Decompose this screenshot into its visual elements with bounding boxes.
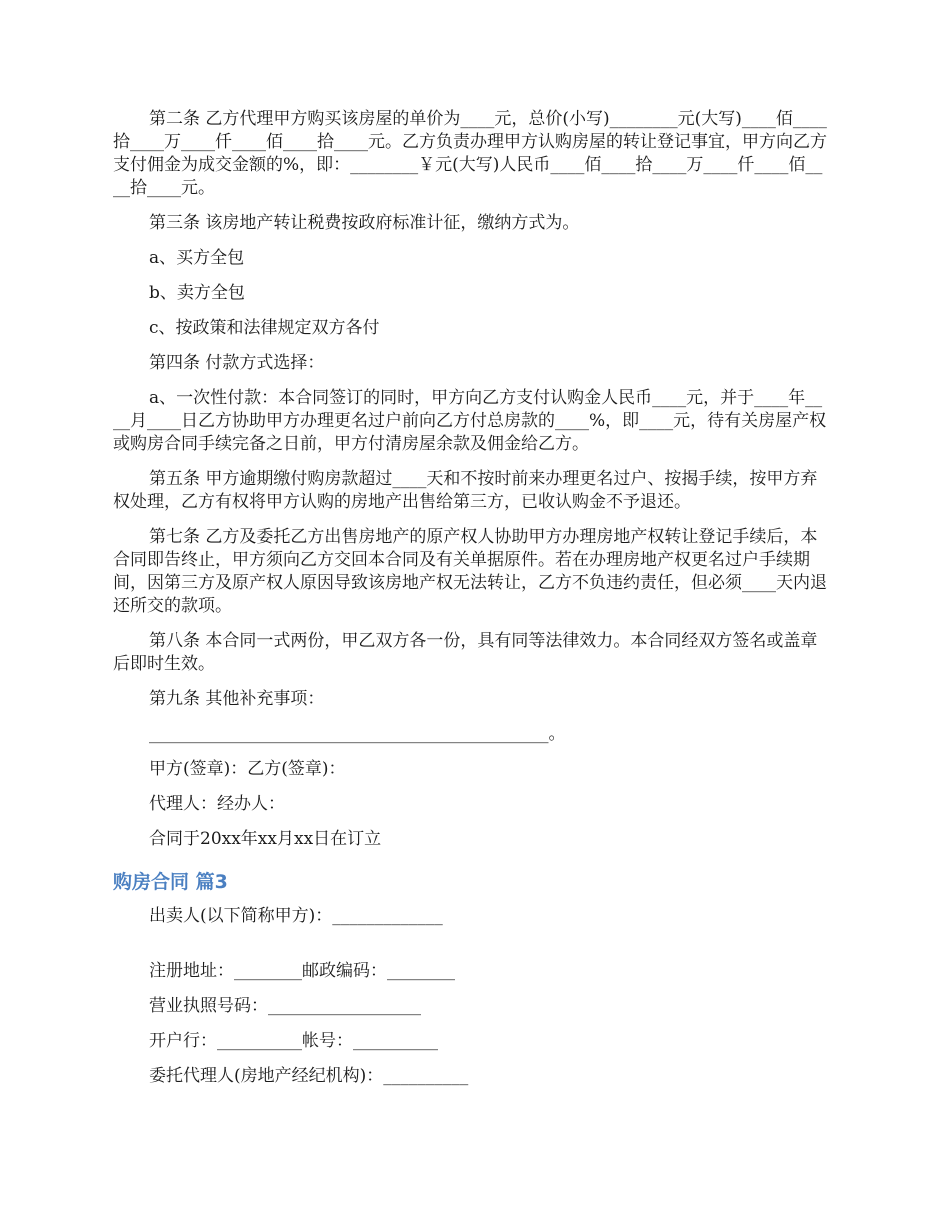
document-page bbox=[113, 108, 828, 1100]
license-line: 营业执照号码：__________________ bbox=[149, 996, 421, 1016]
article-5: 第五条 甲方逾期缴付购房款超过____天和不按时前来办理更名过户、按揭手续，按甲方弃权处理，乙方有权将甲方认购的房地产出售给第三方，已收认购金不予退还。 bbox=[113, 469, 818, 512]
seller-line: 出卖人(以下简称甲方)：_____________ bbox=[149, 906, 443, 926]
signing-date: 合同于20xx年xx月xx日在订立 bbox=[149, 829, 382, 849]
article-3: 第三条 该房地产转让税费按政府标准计征，缴纳方式为。 bbox=[149, 213, 580, 233]
spacer bbox=[113, 940, 828, 960]
address-line: 注册地址：________邮政编码：________ bbox=[149, 961, 455, 981]
signature-agents: 代理人：经办人： bbox=[149, 794, 285, 814]
article-8: 第八条 本合同一式两份，甲乙双方各一份，具有同等法律效力。本合同经双方签名或盖章后即时生效。 bbox=[113, 631, 818, 674]
bank-line: 开户行：__________帐号：__________ bbox=[149, 1031, 438, 1051]
option-b: b、卖方全包 bbox=[149, 283, 245, 303]
article-7: 第七条 乙方及委托乙方出售房地产的原产权人协助甲方办理房地产权转让登记手续后，本合同即告终止，甲方须向乙方交回本合同及有关单据原件。若在办理房地产权更名过户手续期间，因第三方及原产权人原因导致该房地产权无法转让，乙方不负违约责任，但必须____天内退还所交的款项。 bbox=[113, 527, 827, 616]
article-2: 第二条 乙方代理甲方购买该房屋的单价为____元，总价(小写)________元(大写)____佰____拾____万____仟____佰____拾____元。乙方负责办理甲方认购房屋的转让登记事宜，甲方向乙方支付佣金为成交金额的%，即：________￥元(大写)人民币____佰____拾____万____仟____佰____拾____元。 bbox=[113, 109, 827, 198]
supplement-blank-line: _______________________________________________。 bbox=[149, 724, 566, 744]
agent-line: 委托代理人(房地产经纪机构)：__________ bbox=[149, 1066, 469, 1086]
section-heading: 购房合同 篇3 bbox=[113, 871, 228, 893]
article-4: 第四条 付款方式选择： bbox=[149, 353, 325, 373]
option-c: c、按政策和法律规定双方各付 bbox=[149, 318, 380, 338]
payment-lump-sum: a、一次性付款：本合同签订的同时，甲方向乙方支付认购金人民币____元，并于____年____月____日乙方协助甲方办理更名过户前向乙方付总房款的____%，即____元，待有关房屋产权或购房合同手续完备之日前，甲方付清房屋余款及佣金给乙方。 bbox=[113, 388, 827, 454]
signature-parties: 甲方(签章)：乙方(签章)： bbox=[149, 759, 346, 779]
option-a: a、买方全包 bbox=[149, 248, 245, 268]
article-9: 第九条 其他补充事项： bbox=[149, 689, 325, 709]
